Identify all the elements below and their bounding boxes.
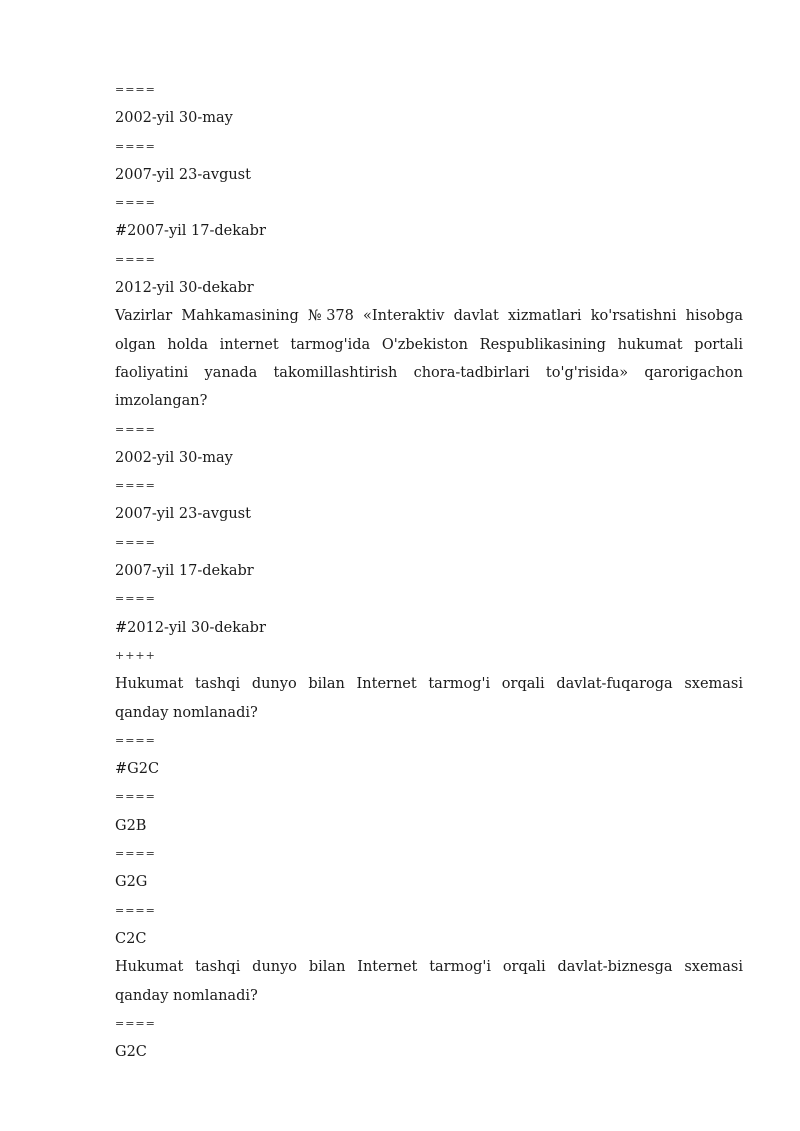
answer-option: G2C [115,1044,147,1061]
separator: ==== [115,733,156,747]
separator: ==== [115,1016,156,1030]
separator: ==== [115,479,156,493]
question-text: Hukumat tashqi dunyo bilan Internet tarmog'i orqali davlat-fuqaroga sxemasi qanday nomlanadi? [115,676,743,721]
separator: ==== [115,592,156,606]
separator: ==== [115,790,156,804]
answer-option-correct: #G2C [115,761,160,778]
answer-option-correct: #2007-yil 17-dekabr [115,223,266,240]
document-page [115,76,743,1066]
separator: ==== [115,252,156,266]
answer-option: C2C [115,930,147,947]
answer-option: 2007-yil 17-dekabr [115,563,254,580]
separator: ==== [115,422,156,436]
separator: ==== [115,535,156,549]
question-separator: ++++ [115,648,156,662]
separator: ==== [115,196,156,210]
answer-option: G2B [115,817,147,834]
answer-option: 2012-yil 30-dekabr [115,280,254,297]
separator: ==== [115,83,156,96]
separator: ==== [115,139,156,153]
question-text: Vazirlar Mahkamasining №378 «Interaktiv davlat xizmatlari ko'rsatishni hisobga olgan holda internet tarmog'ida O'zbekiston Respublikasining hukumat portali faoliyatini yanada takomillashtirish chora-tadbirlari to'g'risida» qarorigachon imzolangan? [115,308,743,410]
answer-option-correct: #2012-yil 30-dekabr [115,619,266,636]
answer-option: 2002-yil 30-may [115,110,233,127]
answer-option: 2007-yil 23-avgust [115,506,251,523]
separator: ==== [115,903,156,917]
answer-option: 2007-yil 23-avgust [115,166,251,183]
question-text: Hukumat tashqi dunyo bilan Internet tarmog'i orqali davlat-biznesga sxemasi qanday nomlanadi? [115,959,743,1004]
answer-option: G2G [115,874,148,891]
separator: ==== [115,847,156,861]
answer-option: 2002-yil 30-may [115,449,233,466]
